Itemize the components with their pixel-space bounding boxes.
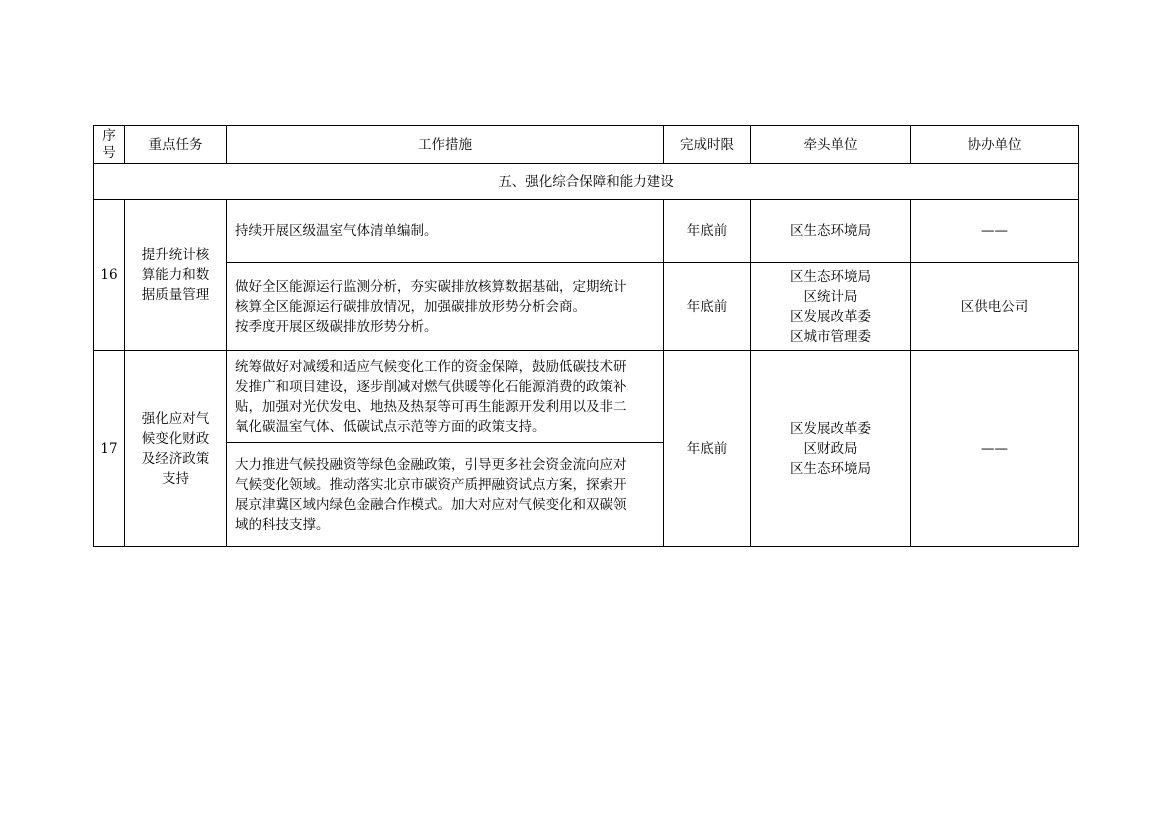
lead-line: 区生态环境局: [790, 268, 871, 285]
header-deadline: 完成时限: [664, 126, 751, 164]
header-measure: 工作措施: [227, 126, 664, 164]
header-seq-line: 序: [102, 127, 116, 144]
lead-line: 区发展改革委: [790, 308, 871, 325]
task-line: 算能力和数: [141, 267, 210, 283]
row-seq: 17: [94, 351, 125, 547]
row-deadline: 年底前: [664, 351, 751, 547]
task-line: 强化应对气: [141, 410, 210, 427]
row-measure: [227, 443, 664, 547]
measure-line: 做好全区能源运行监测分析，夯实碳排放核算数据基础，定期统计: [235, 278, 627, 295]
lead-line: 区统计局: [803, 288, 858, 305]
row-task: [125, 200, 227, 351]
measure-line: 大力推进气候投融资等绿色金融政策，引导更多社会资金流向应对: [235, 456, 627, 473]
lead-line: 区财政局: [803, 440, 858, 457]
task-table: [93, 125, 1079, 547]
task-line: 候变化财政: [141, 430, 210, 447]
header-task: 重点任务: [125, 126, 227, 164]
measure-line: 核算全区能源运行碳排放情况，加强碳排放形势分析会商。: [235, 298, 586, 315]
table-row: [94, 263, 1079, 351]
task-line: 据质量管理: [141, 287, 210, 303]
row-seq: 16: [94, 200, 125, 351]
row-assist: ——: [911, 200, 1079, 263]
measure-line: 展京津冀区域内绿色金融合作模式。加大对应对气候变化和双碳领: [235, 496, 627, 513]
measure-line: 统筹做好对减缓和适应气候变化工作的资金保障，鼓励低碳技术研: [235, 358, 627, 375]
header-assist: 协办单位: [911, 126, 1079, 164]
lead-line: 区生态环境局: [790, 460, 871, 477]
task-line: 支持: [162, 470, 189, 487]
row-lead: [751, 200, 911, 263]
row-deadline: 年底前: [664, 200, 751, 263]
header-seq: [94, 126, 125, 164]
row-measure: [227, 263, 664, 351]
row-measure: [227, 200, 664, 263]
row-measure: [227, 351, 664, 443]
measure-line: 按季度开展区级碳排放形势分析。: [235, 318, 438, 335]
row-deadline: 年底前: [664, 263, 751, 351]
measure-line: 氧化碳温室气体、低碳试点示范等方面的政策支持。: [235, 418, 546, 435]
section-row: [94, 164, 1079, 200]
section-title: 五、强化综合保障和能力建设: [94, 164, 1079, 200]
lead-line: 区城市管理委: [790, 328, 871, 345]
measure-line: 持续开展区级温室气体清单编制。: [235, 223, 438, 239]
lead-line: 区生态环境局: [790, 223, 871, 239]
measure-line: 域的科技支撑。: [235, 516, 330, 533]
row-assist: 区供电公司: [911, 263, 1079, 351]
measure-line: 气候变化领域。推动落实北京市碳资产质押融资试点方案，探索开: [235, 476, 627, 493]
table-row: [94, 351, 1079, 443]
task-line: 提升统计核: [141, 247, 210, 263]
task-line: 及经济政策: [141, 450, 210, 467]
row-lead: [751, 263, 911, 351]
header-lead: 牵头单位: [751, 126, 911, 164]
measure-line: 贴，加强对光伏发电、地热及热泵等可再生能源开发利用以及非二: [235, 398, 627, 415]
table-row: [94, 200, 1079, 263]
row-lead: [751, 351, 911, 547]
measure-line: 发推广和项目建设，逐步削减对燃气供暖等化石能源消费的政策补: [235, 378, 627, 395]
header-seq-line: 号: [102, 144, 116, 161]
table-header-row: [94, 126, 1079, 164]
row-task: [125, 351, 227, 547]
lead-line: 区发展改革委: [790, 420, 871, 437]
row-assist: ——: [911, 351, 1079, 547]
